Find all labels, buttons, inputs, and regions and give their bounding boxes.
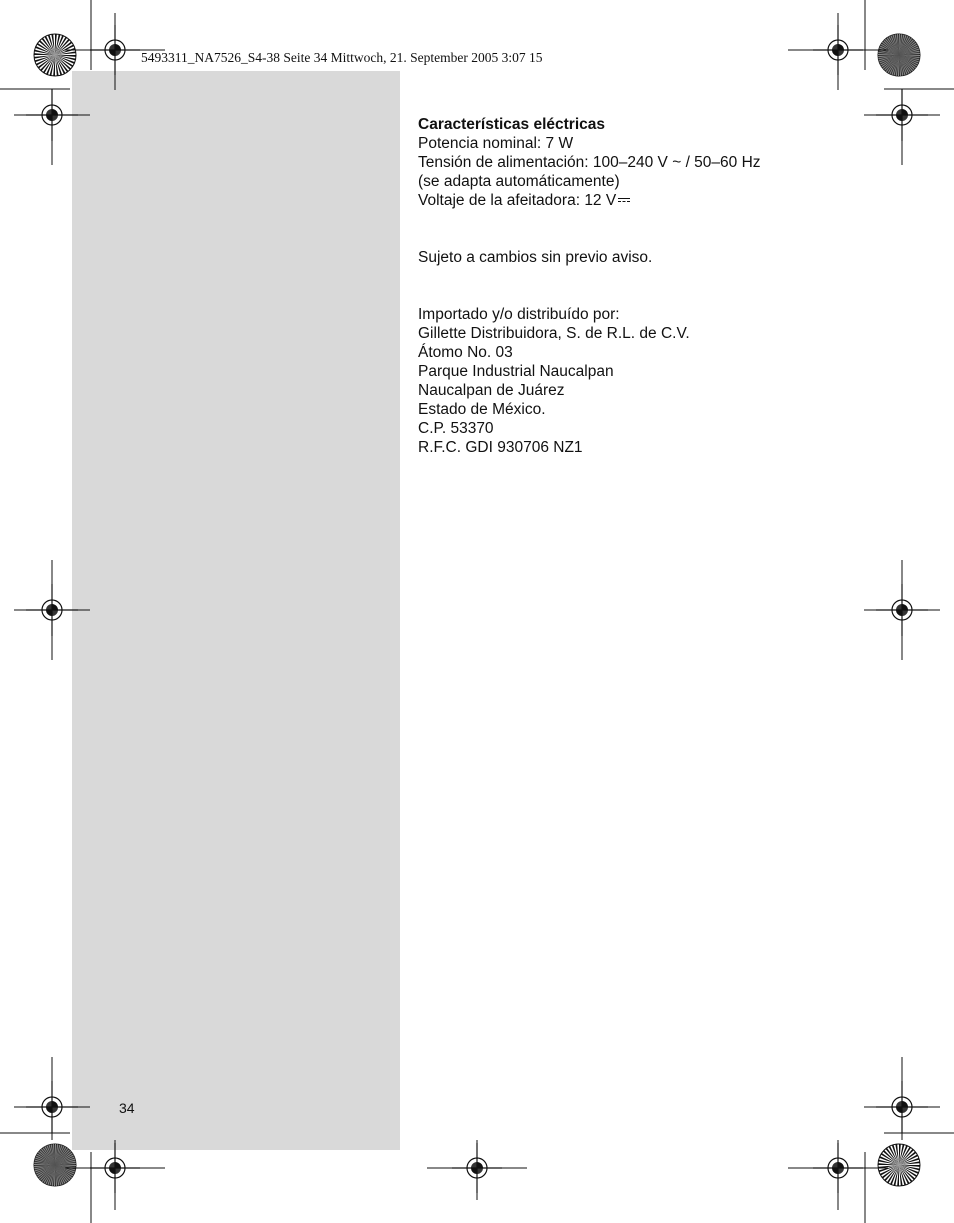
starburst-icon [878,1144,920,1186]
importer-line: R.F.C. GDI 930706 NZ1 [418,439,583,456]
page-content [418,115,918,457]
starburst-icon [878,34,920,76]
spec-line-shaver-voltage-text: Voltaje de la afeitadora: 12 V [418,192,617,209]
spec-line-power: Potencia nominal: 7 W [418,135,574,152]
starburst-icon [34,34,76,76]
importer-line: Parque Industrial Naucalpan [418,363,614,380]
print-slug-line: 5493311_NA7526_S4-38 Seite 34 Mittwoch, 21. September 2005 3:07 15 [141,50,543,65]
importer-line: Estado de México. [418,401,546,418]
specs-heading: Características eléctricas [418,116,605,133]
spec-line-shaver-voltage [418,191,918,210]
notice-text: Sujeto a cambios sin previo aviso. [418,249,653,266]
page-number: 34 [119,1100,135,1116]
importer-line: C.P. 53370 [418,420,494,437]
starburst-icon [34,1144,76,1186]
importer-line: Importado y/o distribuído por: [418,306,620,323]
importer-line: Naucalpan de Juárez [418,382,565,399]
importer-line: Átomo No. 03 [418,344,513,361]
spec-line-voltage: Tensión de alimentación: 100–240 V ~ / 50–60 Hz [418,154,761,171]
direct-current-icon [618,197,630,205]
importer-line: Gillette Distribuidora, S. de R.L. de C.V. [418,325,690,342]
spec-line-auto: (se adapta automáticamente) [418,173,620,190]
